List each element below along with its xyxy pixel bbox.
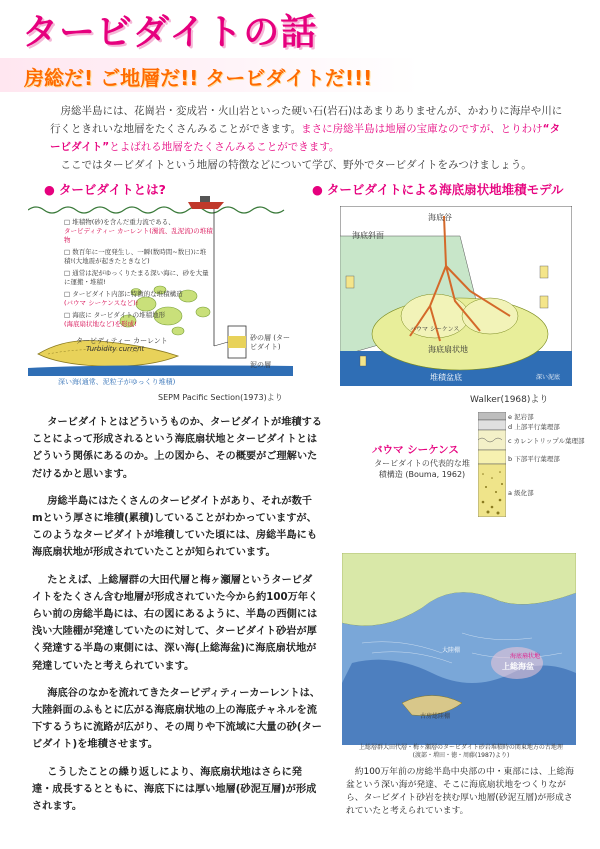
bullet-icon: ● (312, 182, 323, 197)
map-label-shelf-ancient: 古房総陸棚 (420, 713, 451, 720)
bouma-layer-c: c カレントリップル葉理部 (508, 437, 585, 445)
note-item: □ タービダイト内部に特徴的な堆積構造 (バウマ シーケンスなど)! (64, 290, 183, 307)
intro-paragraph-1: 房総半島には、花崗岩・変成岩・火山岩といった硬い石(岩石)はあまりありませんが、かわりに海岸や川に行くときれいな地層をたくさんみることができます。まさに房総半島は地層の宝庫なのですが、とりわけ“タービダイト”とよばれる地層をたくさんみることができます。 (50, 105, 563, 153)
bullet-icon: ● (44, 182, 55, 197)
intro-text (50, 102, 570, 174)
bouma-layer-d: d 上部平行葉理部 (508, 423, 560, 431)
turbidite-notes (64, 218, 214, 332)
bouma-description: タービダイトの代表的な堆積構造 (Bouma, 1962) (374, 459, 470, 479)
bouma-title: バウマ シーケンス (372, 444, 459, 456)
mud-layer-label: 泥の層 (250, 361, 271, 369)
bouma-layer-a: a 級化部 (508, 489, 534, 497)
intro-paragraph-2: ここではタービダイトという地層の特徴などについて学び、野外でタービダイトをみつけましょう。 (60, 159, 532, 171)
sand-layer-label: 砂の層 (タービダイト) (250, 334, 290, 351)
note-item: □ 堆積物(砂)を含んだ重力流である、 タービディティー カーレント(濁流、乱泥流)の堆積物 (64, 218, 213, 244)
bouma-layer-b: b 下部平行葉理部 (508, 455, 560, 463)
turbidite-diagram (28, 196, 293, 401)
left-figure-source: SEPM Pacific Section(1973)より (158, 393, 283, 402)
fan-label: 海底扇状地 (428, 345, 468, 354)
page-title: タービダイトの話 (22, 12, 318, 53)
page-subtitle: 房総だ! ご地層だ!! タービダイトだ!!! (24, 66, 373, 90)
left-section-heading: ● タービダイトとは? (44, 182, 166, 197)
map-description: 約100万年前の房総半島中央部の中・東部には、上総海盆という深い海が発達、そこに海底扇状地をつくりながら、タービダイト砂岩を挟む厚い地層(砂泥互層)が形成されていたと考えられています。 (346, 767, 574, 816)
paleogeography-map (342, 553, 576, 745)
basin-label: 堆積盆底 (430, 373, 462, 382)
current-label: タービディティー カーレント (76, 337, 168, 345)
bouma-mini-label: バウマ シーケンス (410, 326, 460, 333)
map-caption: 上総層群大田代層・梅ヶ瀬層のタービダイト砂岩堆積時の関東地方の古地理 (渡部・増田・徳・周藤(1987)より) (359, 744, 563, 759)
map-label-shelf: 大陸棚 (442, 647, 461, 654)
ship-icon (188, 196, 224, 209)
body-paragraph: 房総半島にはたくさんのタービダイトがあり、それが数千mという厚さに堆積(累積)していることがわかっていますが、このようなタービダイトが堆積していた頃には、房総半島にも海底扇状地が形成されていたことが知られています。 (32, 495, 318, 559)
canyon-label: 海底谷 (428, 213, 452, 222)
body-paragraph: たとえば、上総層群の大田代層と梅ヶ瀬層というタービダイトをたくさん含む地層が形成されていた今から約100万年くらい前の房総半島には、右の図にあるように、半島の西側には浅い大陸棚が発達していたのに対して、タービダイト砂岩が厚く発達する半島の東側には、深い海(上総海盆)に海底扇状地が発達していたと考えられています。 (32, 574, 319, 672)
deep-sea-label: 深い海(通常、泥粒子がゆっくり堆積) (58, 378, 176, 386)
body-text (32, 414, 322, 825)
current-label-en: Turbidity current (86, 345, 145, 353)
note-item: □ 数百年に一度発生し、一瞬(数時間~数日)に堆積!(大地震が起きたときなど) (64, 248, 207, 265)
right-figure-source: Walker(1968)より (470, 395, 549, 405)
bouma-layer-e: e 泥岩部 (508, 413, 534, 421)
slope-label: 海底斜面 (352, 231, 384, 240)
bouma-column (478, 412, 506, 517)
map-label-basin: 上総海盆 (502, 662, 534, 671)
right-section-heading: ● タービダイトによる海底扇状地堆積モデル (312, 182, 564, 197)
note-item: □ 通常は泥がゆっくりたまる深い海に、砂を大量に運搬・堆積! (64, 269, 209, 286)
submarine-fan-diagram (340, 206, 572, 386)
body-paragraph: こうしたことの繰り返しにより、海底扇状地はさらに発達・成長するとともに、海底下には厚い地層(砂泥互層)が形成されます。 (32, 766, 317, 813)
note-item: □ 海底に タービダイトの堆積地形 (海底扇状地など)を形成! (64, 311, 166, 328)
body-paragraph: 海底谷のなかを流れてきたタービディティーカーレントは、大陸斜面のふもとに広がる海底扇状地の上の海底チャネルを流下するうちに流路が広がり、その周りや下流域に大量の砂(タービダイト)を堆積させます。 (32, 687, 322, 751)
deep-label: 深い泥底 (536, 374, 561, 381)
body-paragraph: タービダイトとはどういうものか、タービダイトが堆積することによって形成されるという海底扇状地とタービダイトとはどういう関係にあるのか。上の図から、その概要がご理解いただけるかと思います。 (32, 417, 322, 480)
map-label-fan: 海底扇状地 (510, 653, 541, 660)
